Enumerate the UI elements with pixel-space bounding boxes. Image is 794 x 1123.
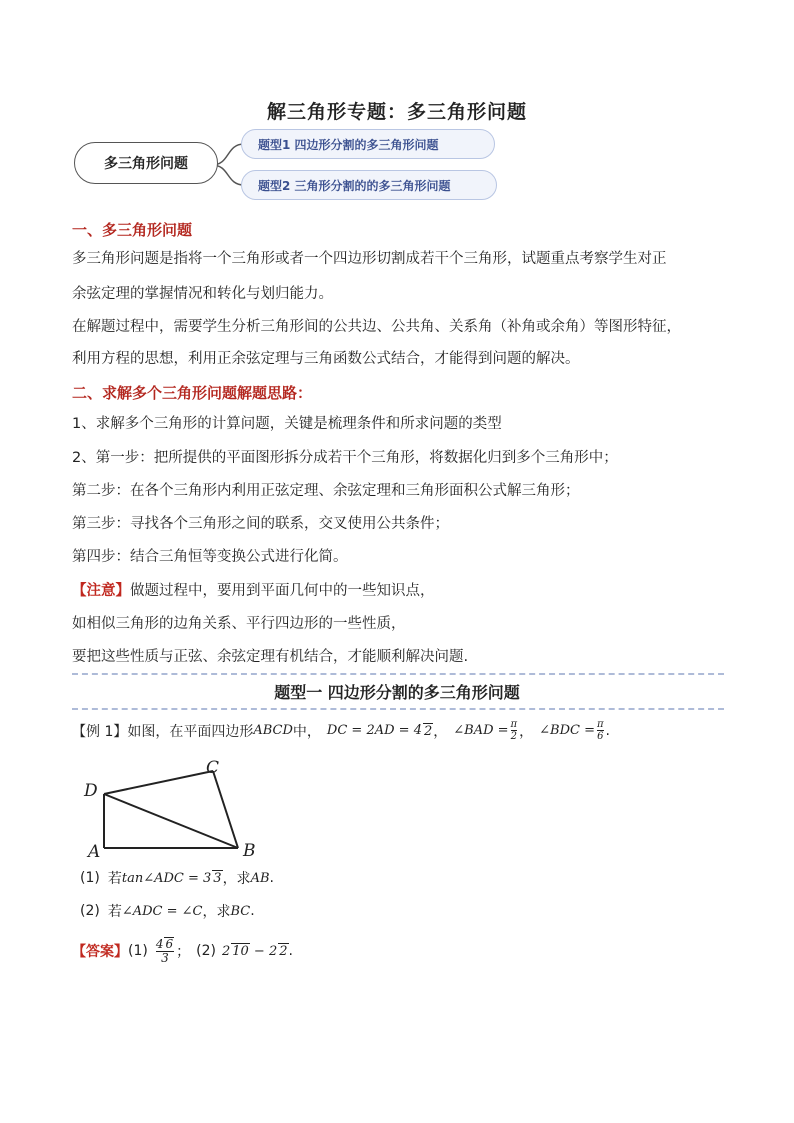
example-text: 如图，在平面四边形 xyxy=(127,723,254,740)
condition-bad: ∠BAD = xyxy=(453,723,509,738)
fraction-den: 2 xyxy=(510,731,518,742)
answer-part2-label: (2) xyxy=(196,943,216,959)
example-quad: ABCD xyxy=(253,723,293,738)
question-mid: ，求 xyxy=(202,904,231,920)
question-target: BC xyxy=(230,903,251,919)
note-line xyxy=(72,580,435,602)
fraction-coef: 4 xyxy=(155,937,164,951)
section1-line: 在解题过程中，需要学生分析三角形间的公共边、公共角、关系角（补角或余角）等图形特征， xyxy=(72,319,681,335)
fraction-den: 6 xyxy=(597,731,604,742)
answer-part1-label: (1) xyxy=(128,943,148,959)
answer-part2-radical2: 2 xyxy=(279,944,288,959)
note-tag: 【注意】 xyxy=(72,583,130,599)
fraction-num xyxy=(156,937,174,951)
question-2 xyxy=(80,901,255,921)
condition-dc: DC = 2AD = 4 xyxy=(326,723,422,738)
example-sep: ， xyxy=(433,723,448,740)
condition-bdc: ∠BDC = xyxy=(539,723,595,738)
answer-end: . xyxy=(288,943,293,959)
question-expression: ∠ADC = ∠C xyxy=(121,903,203,919)
question-pre: 若 xyxy=(107,871,122,887)
fraction-pi-over-2 xyxy=(511,719,518,742)
vertex-label-d: D xyxy=(84,781,98,801)
note-line: 要把这些性质与正弦、余弦定理有机结合，才能顺利解决问题. xyxy=(72,649,469,665)
divider-top xyxy=(72,673,724,675)
question-end: . xyxy=(250,903,255,919)
fraction-pi-over-6 xyxy=(597,719,604,742)
question-expression: tan∠ADC = 3 xyxy=(121,870,212,886)
vertex-label-c: C xyxy=(206,758,220,778)
section2-line: 2、第一步：把所提供的平面图形拆分成若干个三角形，将数据化归到多个三角形中； xyxy=(72,450,618,466)
fraction-num: π xyxy=(596,719,604,730)
mindmap-branch-type1: 题型1 四边形分割的多三角形问题 xyxy=(241,129,495,159)
note-line: 如相似三角形的边角关系、平行四边形的一些性质， xyxy=(72,616,406,632)
section2-line: 第三步：寻找各个三角形之间的联系，交叉使用公共条件； xyxy=(72,516,449,532)
fraction-num: π xyxy=(510,719,518,730)
quadrilateral-figure xyxy=(80,756,280,866)
answer-line xyxy=(72,937,293,965)
example-tag: 【例 1】 xyxy=(72,723,128,740)
vertex-label-a: A xyxy=(88,842,101,862)
section2-line: 1、求解多个三角形的计算问题，关键是梳理条件和所求问题的类型 xyxy=(72,416,502,432)
question-radical: 3 xyxy=(213,871,222,886)
question-number: (1) xyxy=(80,870,100,886)
page-title: 解三角形专题：多三角形问题 xyxy=(266,101,527,123)
question-pre: 若 xyxy=(107,904,122,920)
example-statement xyxy=(72,719,610,742)
answer-part2-coef: 2 xyxy=(221,943,231,959)
question-mid: ，求 xyxy=(222,871,251,887)
question-number: (2) xyxy=(80,903,100,919)
section2-heading: 二、求解多个三角形问题解题思路： xyxy=(72,384,313,402)
question-1 xyxy=(80,868,274,888)
answer-separator: ； xyxy=(176,944,191,960)
example-sep: ， xyxy=(519,723,534,740)
type-heading: 题型一 四边形分割的多三角形问题 xyxy=(274,683,520,702)
vertex-label-b: B xyxy=(243,841,256,861)
answer-part2-minus: − 2 xyxy=(249,943,278,959)
section1-line: 利用方程的思想，利用正余弦定理与三角函数公式结合，才能得到问题的解决。 xyxy=(72,351,580,367)
answer-part1-fraction xyxy=(156,937,174,965)
section2-line: 第二步：在各个三角形内利用正弦定理、余弦定理和三角形面积公式解三角形； xyxy=(72,483,580,499)
answer-tag: 【答案】 xyxy=(72,944,128,960)
condition-dc-radical: 2 xyxy=(423,723,433,739)
divider-bottom xyxy=(72,708,724,710)
question-target: AB xyxy=(250,870,270,886)
edge-bc xyxy=(213,771,238,848)
edge-cd xyxy=(104,771,213,794)
diagonal-db xyxy=(104,794,238,848)
section2-line: 第四步：结合三角恒等变换公式进行化简。 xyxy=(72,549,348,565)
section1-line: 多三角形问题是指将一个三角形或者一个四边形切割成若干个三角形，试题重点考察学生对正 xyxy=(72,251,667,267)
answer-part2-radical1: 10 xyxy=(232,944,249,959)
mindmap-branch-type2: 题型2 三角形分割的的多三角形问题 xyxy=(241,170,497,200)
example-in: 中， xyxy=(292,723,321,740)
note-text: 做题过程中，要用到平面几何中的一些知识点， xyxy=(130,583,435,599)
example-end: . xyxy=(605,722,610,739)
section1-heading: 一、多三角形问题 xyxy=(72,221,193,239)
mindmap-root: 多三角形问题 xyxy=(74,142,218,184)
fraction-radical: 6 xyxy=(165,937,174,951)
question-end: . xyxy=(269,870,274,886)
section1-line: 余弦定理的掌握情况和转化与划归能力。 xyxy=(72,286,333,302)
fraction-den: 3 xyxy=(161,951,169,965)
